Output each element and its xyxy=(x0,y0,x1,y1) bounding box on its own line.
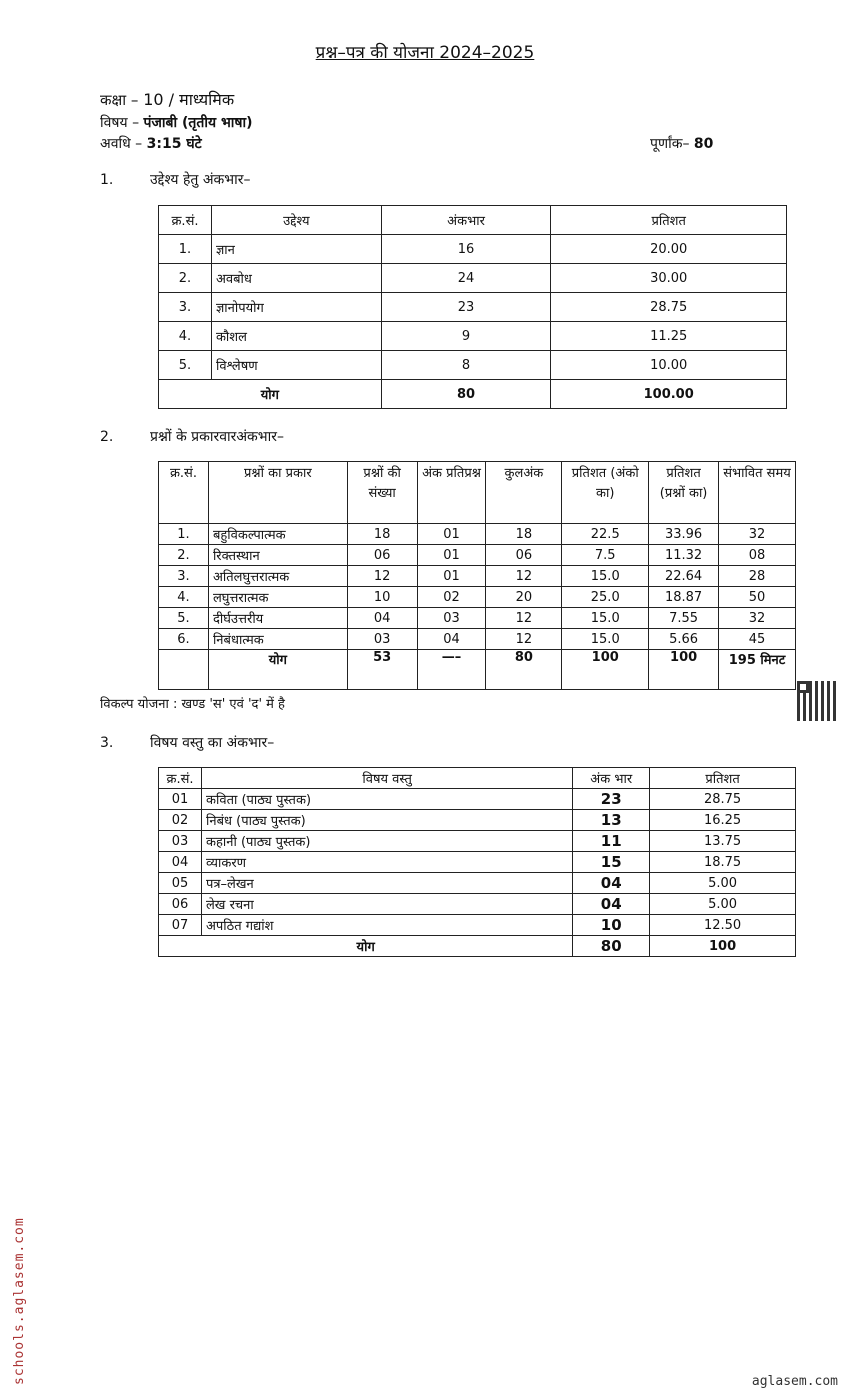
table-row xyxy=(159,789,796,810)
total-percent: 100 xyxy=(650,936,796,957)
table-cell: 9 xyxy=(381,322,551,351)
table-cell: 32 xyxy=(719,524,796,545)
table-cell: कौशल xyxy=(211,322,381,351)
table-cell: 04 xyxy=(159,852,202,873)
table-cell: 18.87 xyxy=(649,587,719,608)
column-header: प्रश्नों की संख्या xyxy=(347,462,417,524)
table-row xyxy=(159,566,796,587)
table-cell: 20.00 xyxy=(551,235,787,264)
objective-weightage-table xyxy=(158,205,787,409)
table-cell: कहानी (पाठ्य पुस्तक) xyxy=(201,831,572,852)
table-cell: 8 xyxy=(381,351,551,380)
table-cell: 15.0 xyxy=(562,608,649,629)
section1-title: उद्देश्य हेतु अंकभार– xyxy=(150,172,251,188)
table-cell: 12 xyxy=(347,566,417,587)
table-cell: 1. xyxy=(159,524,209,545)
column-header: उद्देश्य xyxy=(211,206,381,235)
table-row xyxy=(159,524,796,545)
section2-number: 2. xyxy=(100,429,114,445)
table-cell: 18 xyxy=(347,524,417,545)
table-cell: 04 xyxy=(573,894,650,915)
table-cell: अतिलघुत्तरात्मक xyxy=(208,566,347,587)
table-cell: लेख रचना xyxy=(201,894,572,915)
total-time: 195 मिनट xyxy=(719,650,796,690)
table-cell: 07 xyxy=(159,915,202,936)
total-marks-label: पूर्णांक– xyxy=(650,136,690,152)
table-cell: विश्लेषण xyxy=(211,351,381,380)
table-row xyxy=(159,852,796,873)
total-marks-per-question: —– xyxy=(417,650,486,690)
table-cell: अपठित गद्यांश xyxy=(201,915,572,936)
table-cell: 12 xyxy=(486,629,562,650)
table-cell: 15.0 xyxy=(562,629,649,650)
table-cell: 7.5 xyxy=(562,545,649,566)
table-cell: 23 xyxy=(573,789,650,810)
side-watermark: schools.aglasem.com xyxy=(12,1217,27,1385)
table-row xyxy=(159,545,796,566)
column-header: प्रतिशत (प्रश्नों का) xyxy=(649,462,719,524)
table-cell: 2. xyxy=(159,545,209,566)
table-cell: 28.75 xyxy=(551,293,787,322)
table-cell: 6. xyxy=(159,629,209,650)
table-cell: 5. xyxy=(159,608,209,629)
total-marks-line xyxy=(650,134,713,153)
table-cell: 16.25 xyxy=(650,810,796,831)
table-header-row xyxy=(159,206,787,235)
total-marks: 80 xyxy=(381,380,551,409)
column-header: क्र.सं. xyxy=(159,206,212,235)
table-cell: निबंध (पाठ्य पुस्तक) xyxy=(201,810,572,831)
table-cell: 01 xyxy=(417,566,486,587)
table-cell: 15 xyxy=(573,852,650,873)
table-cell: 03 xyxy=(159,831,202,852)
table-cell xyxy=(159,650,209,690)
table-cell: 25.0 xyxy=(562,587,649,608)
table-cell: 02 xyxy=(159,810,202,831)
column-header: अंक प्रतिप्रश्न xyxy=(417,462,486,524)
table-cell: 04 xyxy=(417,629,486,650)
table-cell: 05 xyxy=(159,873,202,894)
table-cell: 18.75 xyxy=(650,852,796,873)
table-cell: 2. xyxy=(159,264,212,293)
table-cell: पत्र–लेखन xyxy=(201,873,572,894)
table-cell: 12.50 xyxy=(650,915,796,936)
total-marks: 80 xyxy=(573,936,650,957)
table-row xyxy=(159,608,796,629)
table-cell: 10.00 xyxy=(551,351,787,380)
content-weightage-table xyxy=(158,767,796,957)
column-header: प्रतिशत (अंको का) xyxy=(562,462,649,524)
table-row xyxy=(159,915,796,936)
table-cell: 23 xyxy=(381,293,551,322)
table-cell: 22.64 xyxy=(649,566,719,587)
table-total-row xyxy=(159,380,787,409)
table-cell: 06 xyxy=(159,894,202,915)
table-cell: अवबोध xyxy=(211,264,381,293)
table-cell: 5. xyxy=(159,351,212,380)
column-header: अंक भार xyxy=(573,768,650,789)
table-row xyxy=(159,264,787,293)
table-cell: 5.00 xyxy=(650,873,796,894)
table-row xyxy=(159,831,796,852)
table-cell: 30.00 xyxy=(551,264,787,293)
table-cell: 22.5 xyxy=(562,524,649,545)
table-cell: 3. xyxy=(159,293,212,322)
column-header: प्रतिशत xyxy=(650,768,796,789)
total-question-count: 53 xyxy=(347,650,417,690)
table-cell: व्याकरण xyxy=(201,852,572,873)
section3-number: 3. xyxy=(100,735,114,751)
table-cell: 32 xyxy=(719,608,796,629)
total-label: योग xyxy=(159,380,382,409)
table-cell: 03 xyxy=(417,608,486,629)
section1-number: 1. xyxy=(100,172,114,188)
total-percent: 100.00 xyxy=(551,380,787,409)
table-cell: 06 xyxy=(347,545,417,566)
column-header: प्रतिशत xyxy=(551,206,787,235)
subject-value: पंजाबी (तृतीय भाषा) xyxy=(143,115,253,131)
duration-value: 3:15 घंटे xyxy=(146,136,202,152)
section2-title: प्रश्नों के प्रकारवारअंकभार– xyxy=(150,429,284,445)
table-cell: 5.00 xyxy=(650,894,796,915)
table-cell: 5.66 xyxy=(649,629,719,650)
table-cell: 3. xyxy=(159,566,209,587)
subject-line xyxy=(100,113,253,132)
table-cell: 03 xyxy=(347,629,417,650)
total-marks-value: 80 xyxy=(693,136,714,152)
table-row xyxy=(159,293,787,322)
table-header-row xyxy=(159,462,796,524)
table-cell: निबंधात्मक xyxy=(208,629,347,650)
column-header: कुलअंक xyxy=(486,462,562,524)
class-line xyxy=(100,88,234,110)
table-cell: 4. xyxy=(159,587,209,608)
qr-code-icon xyxy=(797,681,839,721)
table-cell: 50 xyxy=(719,587,796,608)
table-row xyxy=(159,235,787,264)
table-cell: 28.75 xyxy=(650,789,796,810)
table-cell: 08 xyxy=(719,545,796,566)
table-row xyxy=(159,629,796,650)
question-type-table xyxy=(158,461,796,690)
table-cell: 04 xyxy=(347,608,417,629)
table-row xyxy=(159,322,787,351)
duration-label: अवधि – xyxy=(100,136,143,152)
table-cell: 11 xyxy=(573,831,650,852)
table-row xyxy=(159,894,796,915)
table-cell: 12 xyxy=(486,608,562,629)
table-cell: 13 xyxy=(573,810,650,831)
table-cell: 7.55 xyxy=(649,608,719,629)
table-cell: 12 xyxy=(486,566,562,587)
table-cell: 13.75 xyxy=(650,831,796,852)
class-label: कक्षा – xyxy=(100,91,139,109)
table-row xyxy=(159,351,787,380)
table-cell: 06 xyxy=(486,545,562,566)
table-cell: 1. xyxy=(159,235,212,264)
column-header: क्र.सं. xyxy=(159,462,209,524)
total-percent-questions: 100 xyxy=(649,650,719,690)
table-cell: लघुत्तरात्मक xyxy=(208,587,347,608)
table-cell: 11.25 xyxy=(551,322,787,351)
table-cell: 24 xyxy=(381,264,551,293)
table-cell: ज्ञानोपयोग xyxy=(211,293,381,322)
table-cell: कविता (पाठ्य पुस्तक) xyxy=(201,789,572,810)
table-cell: 4. xyxy=(159,322,212,351)
duration-line xyxy=(100,134,202,153)
table-cell: 01 xyxy=(417,524,486,545)
table-cell: 11.32 xyxy=(649,545,719,566)
table-cell: 15.0 xyxy=(562,566,649,587)
table-cell: 18 xyxy=(486,524,562,545)
subject-label: विषय – xyxy=(100,115,140,131)
column-header: विषय वस्तु xyxy=(201,768,572,789)
column-header: अंकभार xyxy=(381,206,551,235)
table-total-row xyxy=(159,936,796,957)
table-cell: 04 xyxy=(573,873,650,894)
table-cell: 10 xyxy=(347,587,417,608)
class-value: 10 / माध्यमिक xyxy=(143,90,235,109)
column-header: क्र.सं. xyxy=(159,768,202,789)
table-row xyxy=(159,873,796,894)
total-percent-marks: 100 xyxy=(562,650,649,690)
table-cell: बहुविकल्पात्मक xyxy=(208,524,347,545)
table-cell: 01 xyxy=(159,789,202,810)
total-marks: 80 xyxy=(486,650,562,690)
option-scheme-note: विकल्प योजना : खण्ड 'स' एवं 'द' में है xyxy=(100,697,285,712)
table-cell: 33.96 xyxy=(649,524,719,545)
table-cell: 16 xyxy=(381,235,551,264)
page-title: प्रश्न–पत्र की योजना 2024–2025 xyxy=(315,43,535,63)
table-cell: 45 xyxy=(719,629,796,650)
table-cell: 01 xyxy=(417,545,486,566)
table-cell: 02 xyxy=(417,587,486,608)
table-cell: 20 xyxy=(486,587,562,608)
footer-watermark: aglasem.com xyxy=(751,1374,838,1389)
table-cell: ज्ञान xyxy=(211,235,381,264)
column-header: प्रश्नों का प्रकार xyxy=(208,462,347,524)
table-header-row xyxy=(159,768,796,789)
table-cell: 10 xyxy=(573,915,650,936)
total-label: योग xyxy=(208,650,347,690)
table-cell: रिक्तस्थान xyxy=(208,545,347,566)
column-header: संभावित समय xyxy=(719,462,796,524)
total-label: योग xyxy=(159,936,573,957)
table-total-row xyxy=(159,650,796,690)
table-row xyxy=(159,810,796,831)
table-cell: 28 xyxy=(719,566,796,587)
section3-title: विषय वस्तु का अंकभार– xyxy=(150,735,275,751)
table-row xyxy=(159,587,796,608)
table-cell: दीर्घउत्तरीय xyxy=(208,608,347,629)
